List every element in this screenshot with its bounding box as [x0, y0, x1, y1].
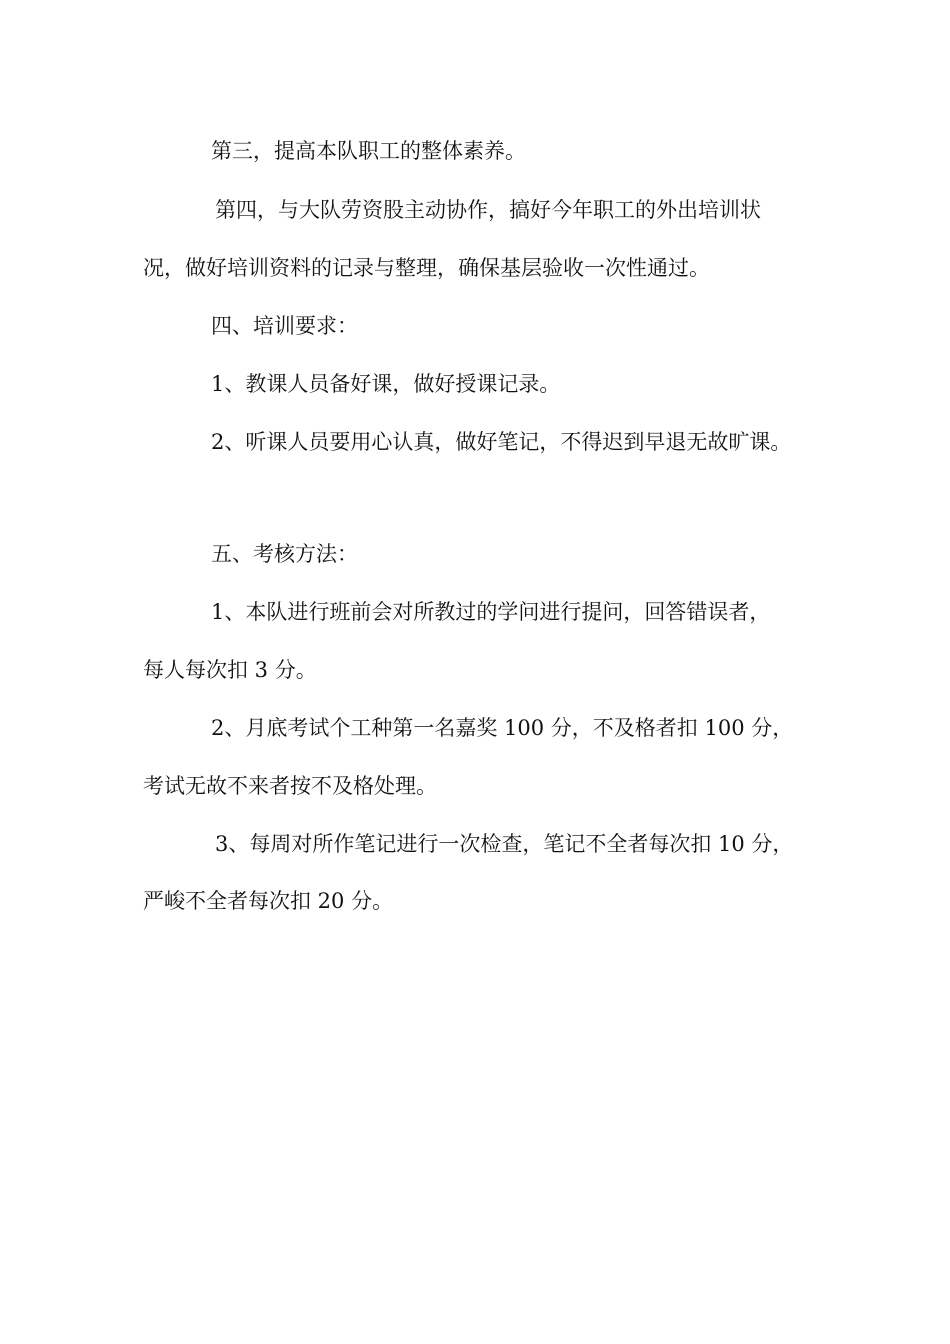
list-item-continuation: 每人每次扣 3 分。 [143, 658, 317, 682]
paragraph-line: 况，做好培训资料的记录与整理，确保基层验收一次性通过。 [143, 256, 710, 280]
list-item: 2、月底考试个工种第一名嘉奖 100 分，不及格者扣 100 分， [211, 716, 794, 740]
list-item: 2、听课人员要用心认真，做好笔记，不得迟到早退无故旷课。 [211, 430, 792, 454]
list-item: 3、每周对所作笔记进行一次检查，笔记不全者每次扣 10 分， [215, 832, 794, 856]
section-heading: 五、考核方法： [211, 542, 358, 566]
list-item: 1、本队进行班前会对所教过的学问进行提问，回答错误者， [211, 600, 771, 624]
list-item-continuation: 严峻不全者每次扣 20 分。 [143, 889, 394, 913]
paragraph-line: 第三，提高本队职工的整体素养。 [211, 139, 526, 163]
section-heading: 四、培训要求： [211, 314, 358, 338]
paragraph-line: 第四，与大队劳资股主动协作，搞好今年职工的外出培训状 [215, 198, 761, 222]
list-item: 1、教课人员备好课，做好授课记录。 [211, 372, 561, 396]
list-item-continuation: 考试无故不来者按不及格处理。 [143, 774, 437, 798]
